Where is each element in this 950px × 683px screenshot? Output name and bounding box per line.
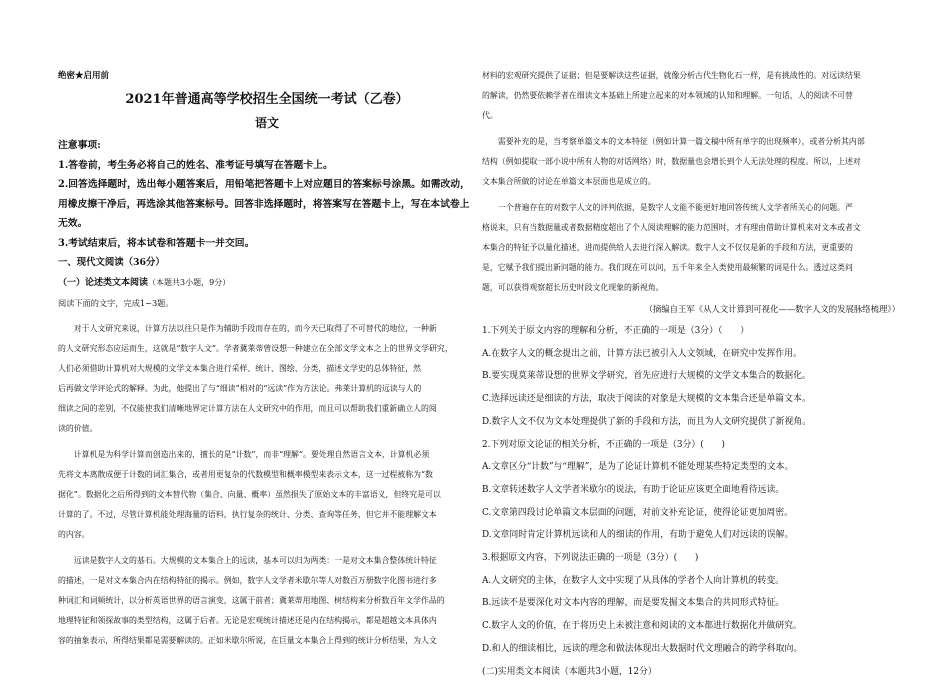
reading-instruction: 阅读下面的文字，完成1~3题。	[58, 298, 174, 308]
passage-line: 结构（例如提取一部小说中所有人物的对话网络）时，数据量也会增长到个人无法处理的程度。所以，上述对	[482, 157, 861, 166]
question-option: C.选择远读还是细读的方法，取决于阅读的对象是大规模的文本集合还是单篇文本。	[482, 394, 811, 405]
notice-line: 无效。	[58, 218, 88, 229]
section-heading: 一、现代文阅读（36分）	[58, 257, 165, 268]
subsection-heading-2: (二)实用类文本阅读（本题共3小题，12分）	[482, 666, 657, 677]
passage-line: 格说来，只有当数据量或者数据精度超出了个人阅读理解的能力范围时，才有理由借助计算机来对文本或者文	[482, 223, 861, 232]
passage-line: 读的价值。	[58, 424, 98, 433]
question-3	[482, 547, 900, 661]
passage-line: 是，它赋予我们提出新问题的能力。我们现在可以问，五千年来全人类使用最频繁的词是什么。透过这类问	[482, 263, 853, 272]
notice-line: 1.答卷前，考生务必将自己的姓名、准考证号填写在答题卡上。	[58, 159, 333, 171]
subsection-label: （一）论述类文本阅读	[58, 278, 149, 288]
passage-line: 后再做文学评论式的解释。为此，他提出了与“细读”相对的“远读”作为方法论。弗莱计算机的远读与人的	[58, 384, 422, 393]
passage-line: 远读是数字人文的基石。大规模的文本集合上的远读，基本可以归为两类：一是对文本集合整体统计特征	[73, 556, 437, 565]
subsection-heading	[58, 273, 476, 293]
question-option: D.和人的细读相比，远读的理念和做法体现出大数据时代文理融合的跨学科取向。	[482, 643, 803, 654]
question-option: C.文章第四段讨论单篇文本层面的问题，对前文补充论证，使得论证更加周密。	[482, 507, 794, 518]
passage-line: 细读之间的差别，不仅能使我们清晰地界定计算方法在人文研究中的作用，而且可以帮助我们重新确立人的阅	[58, 404, 437, 413]
passage-line: 的内容。	[58, 530, 90, 539]
passage-paragraph-1	[58, 319, 476, 439]
passage-paragraph-3	[58, 551, 476, 651]
passage-line: 材料的宏观研究提供了证据；但是要解读这些证据，就像分析古代生物化石一样，是有挑战性的。对远读结果	[482, 71, 861, 80]
passage-line: 对于人文研究来说，计算方法以往只是作为辅助手段而存在的，而今天已取得了不可替代的地位，一种新	[73, 324, 437, 333]
question-option: D.数字人文不仅为文本处理提供了新的手段和方法，而且为人文研究提供了新视角。	[482, 416, 812, 427]
passage-paragraph-4	[482, 132, 900, 192]
passage-paragraph-3-cont	[482, 66, 900, 126]
source-note: （摘编自王军《从人文计算到可视化——数字人文的发展脉络梳理》）	[644, 304, 900, 314]
passage-line: 容的抽象表示，所得结果都是需要解读的。正如米歇尔所说，在巨量文本集合上得到的统计分析结果，为人文	[58, 636, 437, 645]
passage-line: 本集合的特征予以量化描述，进而提供给人去进行深入解读。数字人文不仅仅是新的手段和方法，更重要的	[482, 243, 853, 252]
question-option: B.远读不是要深化对文本内容的理解，而是要发掘文本集合的共同形式特征。	[482, 598, 785, 609]
question-option: B.文章转述数字人文学者米歇尔的说法，有助于论证应该更全面地看待远读。	[482, 484, 785, 495]
passage-line: 文本集合所做的讨论在单篇文本层面也是成立的。	[482, 177, 656, 186]
passage-line: 题，可以获得观察超长历史时段文化现象的新视角。	[482, 283, 664, 292]
passage-line: 一个普遍存在的对数字人文的评判依据，是数字人文能不能更好地回答传统人文学者所关心的问题。严	[497, 203, 853, 212]
question-option: A.文章区分“计数”与“理解”，是为了论证计算机不能处理某些特定类型的文本。	[482, 462, 794, 473]
question-option: A.人文研究的主体，在数字人文中实现了从具体的学者个人向计算机的转变。	[482, 575, 785, 586]
exam-title: 2021年普通高等学校招生全国统一考试（乙卷）	[125, 92, 409, 107]
passage-line: 的人文研究形态应运而生，这就是“数字人文”。学者冀莱蒂曾设想一种建立在全部文学文本之上的世界文学研究，	[58, 344, 453, 353]
passage-line: 人们必须借助计算机对大规模的文学文本集合进行采样、统计、图绘、分类，描述文学史的总体特征，然	[58, 364, 421, 373]
notice-line: 2.回答选择题时，选出每小题答案后，用铅笔把答题卡上对应题目的答案标号涂黑。如需改动，	[58, 179, 470, 190]
left-column	[58, 66, 476, 651]
passage-line: 需要补充的是，当考察单篇文本的文本特征（例如计算一篇文稿中所有单字的出现频率），或者分析其内部	[497, 137, 865, 146]
question-stem: 2.下列对原文论证的相关分析，不正确的一项是（3分）( )	[482, 439, 725, 450]
notice-heading: 注意事项:	[58, 140, 101, 151]
notice-line: 用橡皮擦干净后，再选涂其他答案标号。回答非选择题时，将答案写在答题卡上，写在本试卷上	[58, 198, 470, 210]
passage-line: 计算的了。不过，尽管计算机能处理海量的语料，执行复杂的统计、分类、查询等任务，但它并不能理解文本	[58, 510, 437, 519]
question-stem: 3.根据原文内容，下列说法正确的一项是（3分）( )	[482, 553, 699, 564]
question-option: A.在数字人文的概念提出之前，计算方法已被引入人文领域，在研究中发挥作用。	[482, 348, 802, 359]
passage-line: 种词汇和词频统计，以分析英语世界的语言演变，这属于前者；冀莱蒂用地图、树结构来分析数百年文学作品的	[58, 596, 445, 605]
right-column	[482, 66, 900, 683]
passage-line: 的解读，仍然要依赖学者在细读文本基础上所建立起来的对本领域的认知和理解。一句话，人的阅读不可替	[482, 91, 853, 100]
passage-line: 地理特征和领探故事的类型结构，这属于后者。无论是宏观统计描述还是内在结构揭示，都是超越文本具体内	[58, 616, 437, 625]
passage-line: 先将文本离散成便于计数的词汇集合，或者用更复杂的代数模型和概率模型来表示文本，这一过程被称为“数	[58, 470, 433, 479]
passage-paragraph-2	[58, 445, 476, 545]
secret-mark: 绝密★启用前	[58, 71, 110, 81]
passage-line: 的描述，一是对文本集合内在结构特征的揭示。例如，数字人文学者米歇尔等人对数百万册数字化图书进行多	[58, 576, 437, 585]
passage-line: 计算机是为科学计算而创造出来的，擅长的是“计数”，而非“理解”。要处理自然语言文本，计算机必须	[73, 450, 430, 459]
question-option: B.要实现莫莱蒂设想的世界文学研究，首先应进行大规模的文学文本集合的数据化。	[482, 371, 811, 382]
passage-line: 代。	[482, 111, 498, 120]
subsection-note: （本题共3小题，9分）	[148, 278, 231, 287]
question-option: D.文章同时肯定计算机远读和人的细读的作用，有助于避免人们对远读的误解。	[482, 530, 794, 541]
question-stem: 1.下列关于原文内容的理解和分析，不正确的一项是（3分）（ ）	[482, 326, 750, 336]
question-option: C.数字人文的价值，在于将历史上未被注意和阅读的文本都进行数据化并做研究。	[482, 621, 802, 632]
passage-line: 据化”。数据化之后所得到的文本替代物（集合、向量、概率）虽然损失了原始文本的丰富语义，但终究是可以	[58, 490, 441, 499]
passage-paragraph-5	[482, 198, 900, 298]
notice-line: 3.考试结束后，将本试卷和答题卡一并交回。	[58, 237, 255, 249]
question-2	[482, 434, 900, 548]
subject-title: 语文	[254, 116, 279, 130]
question-1	[482, 320, 900, 434]
